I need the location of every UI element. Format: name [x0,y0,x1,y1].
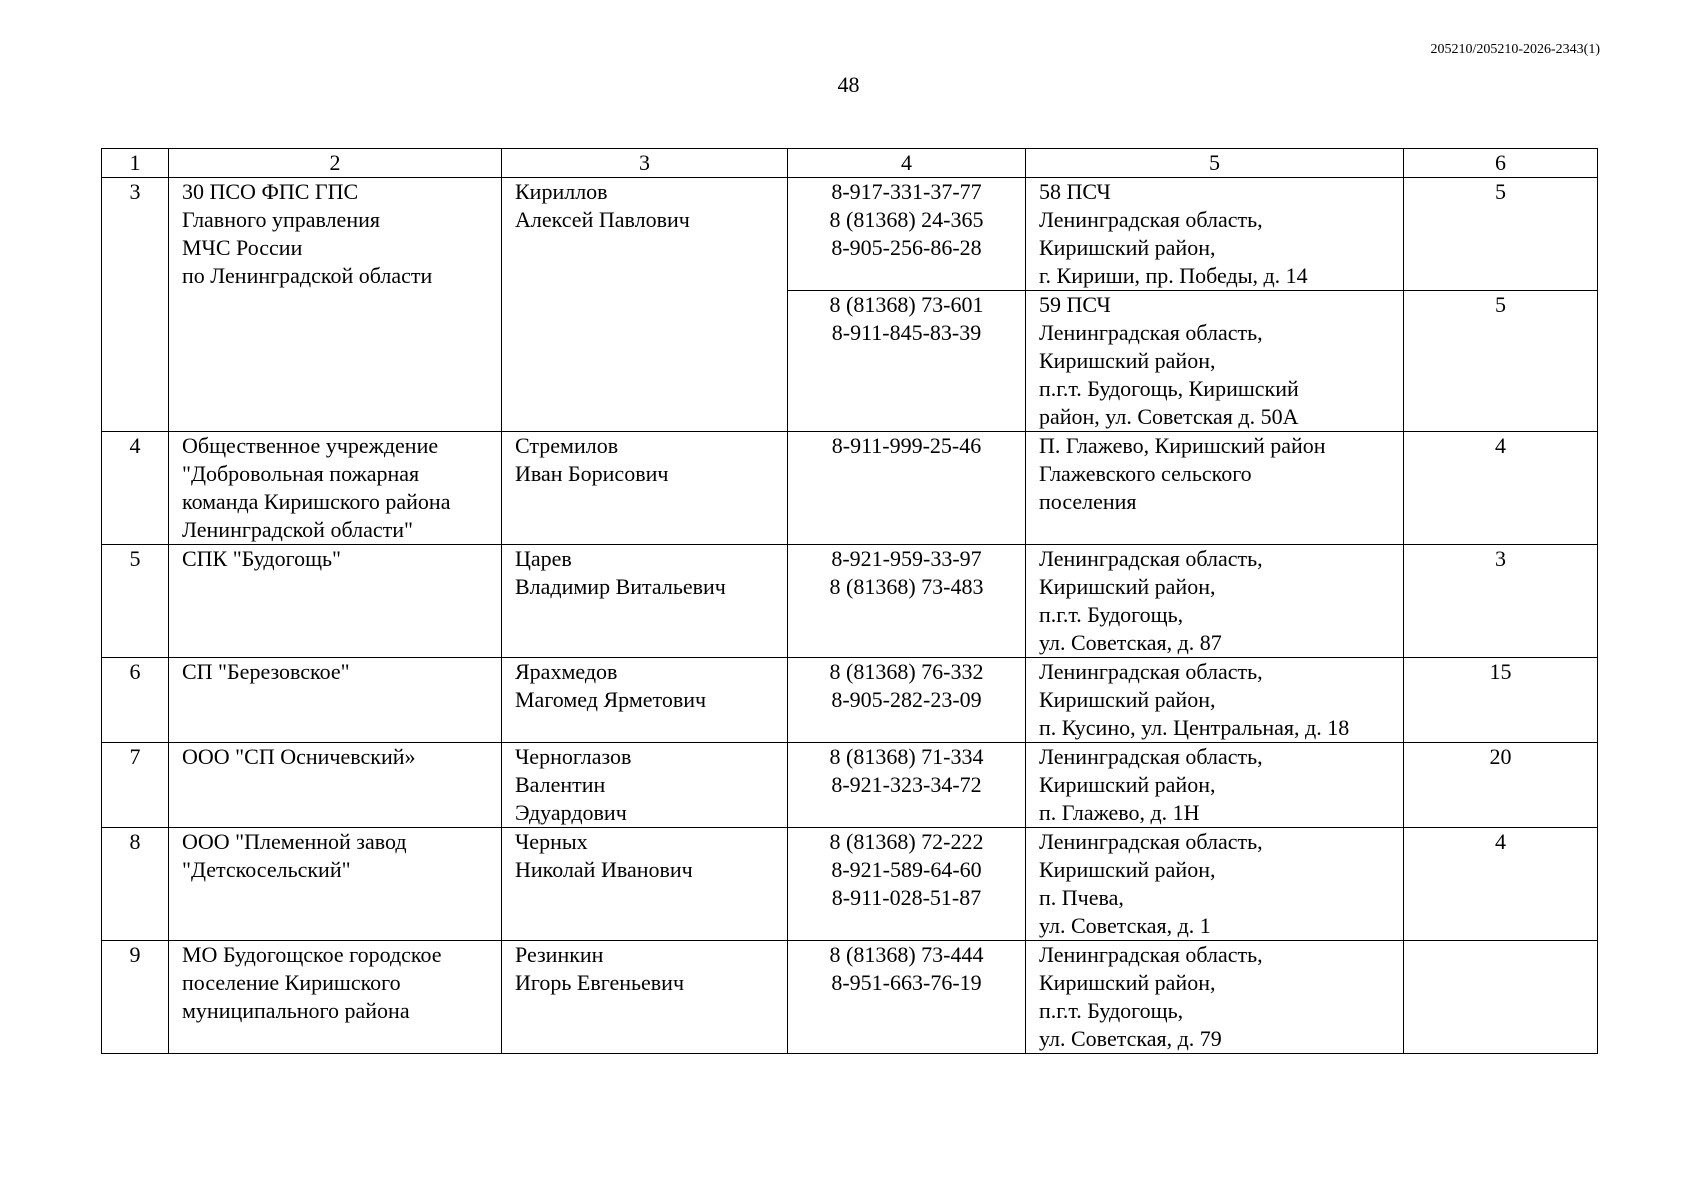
address-line: Киришский район, [1039,348,1216,373]
address-line: ул. Советская, д. 1 [1039,913,1211,938]
organization-line: 30 ПСО ФПС ГПС [182,179,359,204]
address-line: Ленинградская область, [1039,942,1263,967]
address-line: Ленинградская область, [1039,744,1263,769]
phone-line: 8 (81368) 72-222 [829,829,984,854]
address-cell [1026,545,1404,658]
address-line: поселения [1039,489,1137,514]
phone-line: 8-905-282-23-09 [831,687,982,712]
column-number-cell: 4 [788,149,1026,178]
organization-cell [169,432,502,545]
person-line: Валентин [515,772,606,797]
count-cell: 3 [1404,545,1598,658]
count-cell: 15 [1404,658,1598,743]
organization-line: МЧС России [182,235,303,260]
address-line: п. Глажево, д. 1Н [1039,800,1200,825]
table-row [102,658,1598,743]
phone-line: 8 (81368) 76-332 [829,659,984,684]
organization-line: ООО "Племенной завод [182,829,407,854]
address-cell [1026,658,1404,743]
address-line: Ленинградская область, [1039,546,1263,571]
count-cell: 4 [1404,828,1598,941]
organization-cell [169,743,502,828]
person-line: Эдуардович [515,800,627,825]
phone-line: 8-917-331-37-77 [831,179,982,204]
column-number-cell: 5 [1026,149,1404,178]
organization-line: муниципального района [182,998,410,1023]
address-line: Киришский район, [1039,235,1216,260]
phones-cell [788,432,1026,545]
organization-cell [169,178,502,432]
organization-cell [169,658,502,743]
organization-line: поселение Киришского [182,970,401,995]
organization-line: Главного управления [182,207,380,232]
organization-line: по Ленинградской области [182,263,433,288]
address-line: Киришский район, [1039,970,1216,995]
phone-line: 8-905-256-86-28 [831,235,982,260]
phone-line: 8 (81368) 73-601 [829,292,984,317]
phone-line: 8-921-589-64-60 [831,857,982,882]
count-cell: 5 [1404,178,1598,291]
address-line: Киришский район, [1039,857,1216,882]
address-line: 58 ПСЧ [1039,179,1111,204]
organization-line: команда Киришского района [182,489,451,514]
phone-line: 8-951-663-76-19 [831,970,982,995]
address-line: 59 ПСЧ [1039,292,1111,317]
person-line: Резинкин [515,942,604,967]
row-number-cell: 8 [102,828,169,941]
person-line: Николай Иванович [515,857,693,882]
person-line: Ярахмедов [515,659,618,684]
address-line: Киришский район, [1039,574,1216,599]
phones-cell [788,178,1026,291]
person-line: Иван Борисович [515,461,669,486]
phone-line: 8 (81368) 71-334 [829,744,984,769]
address-cell [1026,941,1404,1054]
phones-cell [788,743,1026,828]
address-line: Ленинградская область, [1039,659,1263,684]
person-line: Игорь Евгеньевич [515,970,685,995]
row-number-cell: 3 [102,178,169,432]
organization-cell [169,828,502,941]
address-line: п.г.т. Будогощь, Киришский [1039,376,1299,401]
row-number-cell: 5 [102,545,169,658]
address-line: Ленинградская область, [1039,829,1263,854]
phone-line: 8 (81368) 73-483 [829,574,984,599]
phone-line: 8-921-959-33-97 [831,546,982,571]
table-row [102,828,1598,941]
address-line: Ленинградская область, [1039,320,1263,345]
person-line: Алексей Павлович [515,207,690,232]
address-cell [1026,828,1404,941]
person-cell [502,743,788,828]
table-row [102,545,1598,658]
address-line: п. Кусино, ул. Центральная, д. 18 [1039,715,1350,740]
person-cell [502,178,788,432]
phones-cell [788,658,1026,743]
phone-line: 8 (81368) 24-365 [829,207,984,232]
organization-line: СПК "Будогощь" [182,546,342,571]
phones-cell [788,828,1026,941]
count-cell: 4 [1404,432,1598,545]
row-number-cell: 7 [102,743,169,828]
address-line: Глажевского сельского [1039,461,1252,486]
count-cell [1404,941,1598,1054]
phone-line: 8-911-028-51-87 [831,885,982,910]
address-line: п.г.т. Будогощь, [1039,602,1184,627]
person-line: Стремилов [515,433,619,458]
address-line: г. Кириши, пр. Победы, д. 14 [1039,263,1308,288]
phones-cell [788,291,1026,432]
phone-line: 8-911-845-83-39 [831,320,982,345]
organization-line: СП "Березовское" [182,659,350,684]
person-cell [502,828,788,941]
column-number-cell: 3 [502,149,788,178]
address-line: ул. Советская, д. 79 [1039,1026,1222,1051]
column-number-cell: 1 [102,149,169,178]
address-line: П. Глажево, Киришский район [1039,433,1326,458]
address-cell [1026,743,1404,828]
address-line: п.г.т. Будогощь, [1039,998,1184,1023]
organization-line: МО Будогощское городское [182,942,442,967]
page-number: 48 [837,72,860,97]
organization-cell [169,941,502,1054]
column-number-cell: 6 [1404,149,1598,178]
document-id: 205210/205210-2026-2343(1) [1430,42,1600,57]
address-line: п. Пчева, [1039,885,1124,910]
person-line: Кириллов [515,179,608,204]
table-row [102,432,1598,545]
organization-line: Общественное учреждение [182,433,439,458]
organization-line: "Добровольная пожарная [182,461,420,486]
person-line: Магомед Ярметович [515,687,707,712]
address-line: ул. Советская, д. 87 [1039,630,1222,655]
organization-line: ООО "СП Осничевский» [182,744,416,769]
address-cell [1026,432,1404,545]
address-line: Киришский район, [1039,687,1216,712]
row-number-cell: 6 [102,658,169,743]
row-number-cell: 9 [102,941,169,1054]
table-row [102,178,1598,291]
phones-cell [788,545,1026,658]
person-line: Царев [515,546,572,571]
organization-line: "Детскосельский" [182,857,351,882]
table-row [102,941,1598,1054]
phone-line: 8 (81368) 73-444 [829,942,984,967]
person-line: Владимир Витальевич [515,574,726,599]
address-cell [1026,291,1404,432]
address-cell [1026,178,1404,291]
address-line: район, ул. Советская д. 50А [1039,404,1299,429]
organizations-table [101,148,1598,1054]
organization-line: Ленинградской области" [182,517,413,542]
person-cell [502,941,788,1054]
person-line: Черных [515,829,588,854]
count-cell: 20 [1404,743,1598,828]
count-cell: 5 [1404,291,1598,432]
phones-cell [788,941,1026,1054]
phone-line: 8-911-999-25-46 [831,433,982,458]
person-line: Черноглазов [515,744,632,769]
column-number-cell: 2 [169,149,502,178]
row-number-cell: 4 [102,432,169,545]
address-line: Ленинградская область, [1039,207,1263,232]
person-cell [502,432,788,545]
person-cell [502,545,788,658]
table-row [102,743,1598,828]
table-column-number-row [102,149,1598,178]
person-cell [502,658,788,743]
organization-cell [169,545,502,658]
address-line: Киришский район, [1039,772,1216,797]
phone-line: 8-921-323-34-72 [831,772,982,797]
